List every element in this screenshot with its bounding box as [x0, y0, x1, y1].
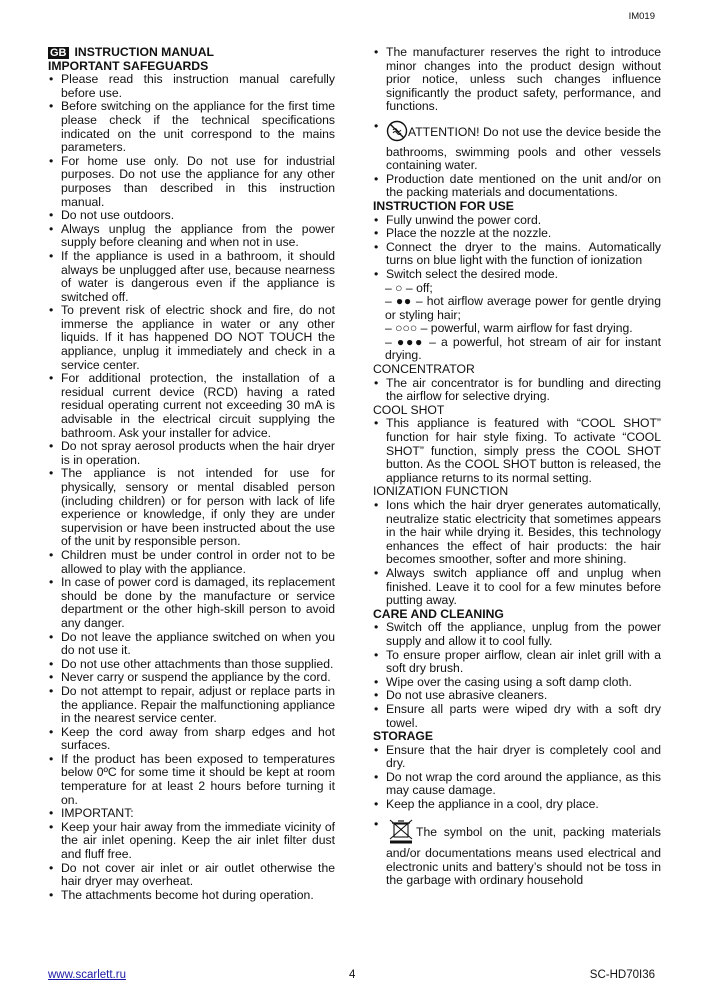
list-item: • The appliance is not intended for use for physically, sensory or mental disabled person (including children) or for person with lack of life experience or knowledge, if only they are under supervision or have been instructed about the use of the unit by responsible person.	[48, 467, 335, 549]
section-heading-safeguards: IMPORTANT SAFEGUARDS	[48, 58, 209, 73]
list-item: • For additional protection, the installation of a residual current device (RCD) having a rated residual operating current not exceeding 30 mA is advisable in the electrical circuit supplying the bathroom. Ask your installer for advice.	[48, 372, 335, 440]
section-heading-care: CARE AND CLEANING	[373, 606, 504, 621]
list-item: • The attachments become hot during operation.	[48, 889, 335, 903]
use-list	[373, 214, 661, 282]
list-item: • Ions which the hair dryer generates automatically, neutralize static electricity that sometimes appears in the hair while drying it. Besides, this technology enhances the effect of hair products: the hair becomes smoother, softer and more shining.	[373, 499, 661, 567]
list-item: • Production date mentioned on the unit and/or on the packing materials and documentations.	[373, 173, 661, 200]
list-item: • If the product has been exposed to temperatures below 0ºC for some time it should be kept at room temperature for at least 2 hours before turning it on.	[48, 753, 335, 807]
list-item: • Keep the cord away from sharp edges and hot surfaces.	[48, 726, 335, 753]
list-item: • Do not attempt to repair, adjust or replace parts in the appliance. Repair the malfunctioning appliance in the nearest service center.	[48, 685, 335, 726]
list-item: • Fully unwind the power cord.	[373, 214, 661, 228]
list-item: • Before switching on the appliance for the first time please check if the technical specifications indicated on the unit correspond to the mains parameters.	[48, 100, 335, 154]
left-column	[48, 46, 335, 902]
document-code: IM019	[628, 11, 655, 22]
list-item: • Switch select the desired mode.	[373, 268, 661, 282]
section-heading-cool-shot: COOL SHOT	[373, 402, 445, 417]
list-item: • Keep the appliance in a cool, dry place.	[373, 798, 661, 812]
no-water-icon	[386, 120, 408, 146]
list-item: • Always switch appliance off and unplug when finished. Leave it to cool for a few minutes before putting away.	[373, 567, 661, 608]
model-number: SC-HD70I36	[589, 969, 655, 981]
list-item-attention: • ATTENTION! Do not use the device beside the bathrooms, swimming pools and other vessels containing water.	[373, 120, 661, 173]
list-item: • If the appliance is used in a bathroom, it should always be unplugged after use, because nearness of water is dangerous even if the appliance is switched off.	[48, 250, 335, 304]
list-item: • The manufacturer reserves the right to introduce minor changes into the product design without prior notice, unless such changes influence significantly the product safety, performance, and functions.	[373, 46, 661, 114]
list-item: • The air concentrator is for bundling and directing the airflow for selective drying.	[373, 377, 661, 404]
list-item-weee: • The symbol on the unit, packing materials and/or documentations means used electrical and electronic units and battery’s should not be toss in the garbage with ordinary household	[373, 818, 661, 888]
section-heading-ionization: IONIZATION FUNCTION	[373, 484, 509, 499]
section-heading-concentrator: CONCENTRATOR	[373, 362, 475, 377]
list-item: • To prevent risk of electric shock and fire, do not immerse the appliance in water or any other liquids. If it has happened DO NOT TOUCH the appliance, unplug it immediately and check in a service center.	[48, 304, 335, 372]
list-item: • Connect the dryer to the mains. Automatically turns on blue light with the function of ionization	[373, 241, 661, 268]
mode-medium: – ●● – hot airflow average power for gentle drying or styling hair;	[385, 294, 661, 322]
mode-hot: – ●●● – a powerful, hot stream of air for instant drying.	[385, 334, 661, 363]
list-item: • Always unplug the appliance from the power supply before cleaning and when not in use.	[48, 223, 335, 250]
list-item: • Do not cover air inlet or air outlet otherwise the hair dryer may overheat.	[48, 862, 335, 889]
page-number: 4	[349, 969, 356, 981]
website-link[interactable]: www.scarlett.ru	[48, 969, 126, 981]
safeguards-list	[48, 73, 335, 902]
ionization-list	[373, 499, 661, 608]
manual-title: GB INSTRUCTION MANUAL	[50, 45, 214, 59]
list-item: • IMPORTANT:	[48, 807, 335, 821]
care-list	[373, 621, 661, 730]
list-item: • For home use only. Do not use for industrial purposes. Do not use the appliance for any other purposes than described in this instruction manual.	[48, 155, 335, 209]
list-item: • Do not use abrasive cleaners.	[373, 689, 661, 703]
notes-list	[373, 46, 661, 200]
crossed-bin-icon	[386, 818, 416, 848]
mode-off: – ○ – off;	[385, 280, 433, 295]
language-badge: GB	[50, 47, 67, 59]
list-item: • Switch off the appliance, unplug from the power supply and allow it to cool fully.	[373, 621, 661, 648]
storage-list	[373, 744, 661, 888]
list-item: • Ensure all parts were wiped dry with a soft dry towel.	[373, 703, 661, 730]
list-item: • Please read this instruction manual carefully before use.	[48, 73, 335, 100]
list-item: • Do not leave the appliance switched on when you do not use it.	[48, 631, 335, 658]
list-item: • Never carry or suspend the appliance by the cord.	[48, 671, 335, 685]
list-item: • Wipe over the casing using a soft damp cloth.	[373, 676, 661, 690]
list-item: • Do not use outdoors.	[48, 209, 335, 223]
list-item: • Do not use other attachments than those supplied.	[48, 658, 335, 672]
concentrator-list	[373, 377, 661, 404]
section-heading-storage: STORAGE	[373, 729, 434, 744]
list-item: • Children must be under control in order not to be allowed to play with the appliance.	[48, 549, 335, 576]
cool-shot-list	[373, 417, 661, 485]
mode-warm: – ○○○ – powerful, warm airflow for fast drying.	[385, 321, 633, 336]
list-item: • Keep your hair away from the immediate vicinity of the air inlet opening. Keep the air inlet filter dust and fluff free.	[48, 821, 335, 862]
list-item: • Place the nozzle at the nozzle.	[373, 227, 661, 241]
list-item: • This appliance is featured with “COOL SHOT” function for hair style fixing. To activate “COOL SHOT” function, simply press the COOL SHOT button. As the COOL SHOT button is released, the appliance returns to its normal setting.	[373, 417, 661, 485]
list-item: • To ensure proper airflow, clean air inlet grill with a soft dry brush.	[373, 649, 661, 676]
list-item: • Do not wrap the cord around the appliance, as this may cause damage.	[373, 771, 661, 798]
list-item: • Ensure that the hair dryer is completely cool and dry.	[373, 744, 661, 771]
right-column	[373, 46, 661, 888]
section-heading-use: INSTRUCTION FOR USE	[373, 198, 514, 213]
list-item: • In case of power cord is damaged, its replacement should be done by the manufacture or service department or the other high-skill person to avoid any danger.	[48, 576, 335, 630]
list-item: • Do not spray aerosol products when the hair dryer is in operation.	[48, 440, 335, 467]
